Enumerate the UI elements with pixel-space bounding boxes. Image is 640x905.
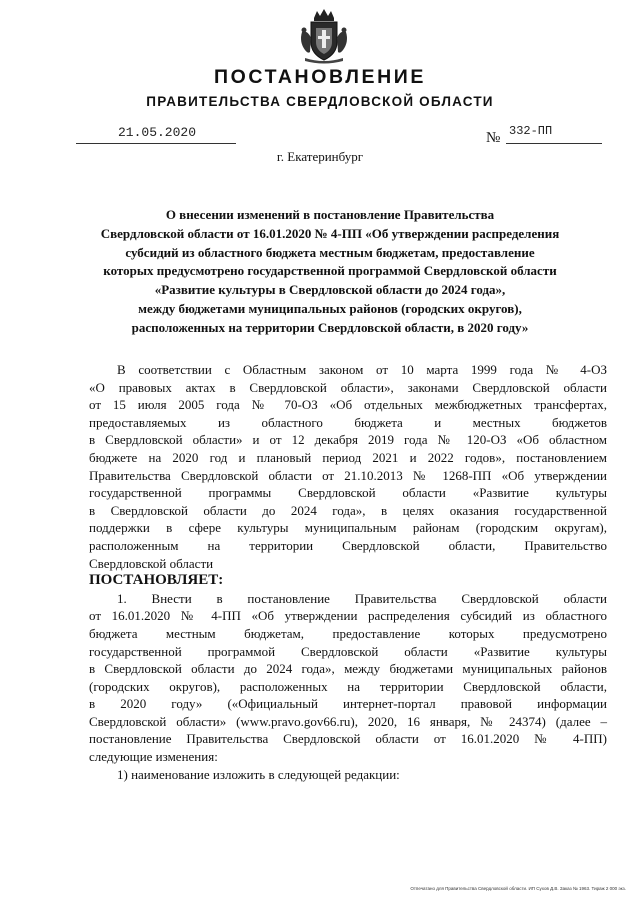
item-line: бюджета местным бюджетам, предоставление которых предусмотрено — [89, 625, 607, 641]
document-number: 332-ПП — [509, 124, 553, 138]
item-line: следующие изменения: — [89, 749, 218, 765]
preamble-line: предоставляемых из областного бюджета и местных бюджетов — [89, 414, 607, 430]
heading-line: О внесении изменений в постановление Правительства — [165, 207, 495, 222]
preamble-line: Правительства Свердловской области от 21.10.2013 № 1268-ПП «Об утверждении — [89, 467, 607, 483]
number-underline — [506, 143, 602, 144]
item-line: государственной программой Свердловской области «Развитие культуры — [89, 643, 607, 659]
preamble-line: Свердловской области — [89, 555, 214, 571]
document-date: 21.05.2020 — [118, 125, 197, 140]
number-sign: № — [486, 130, 501, 146]
document-body — [89, 361, 607, 783]
item-line: от 16.01.2020 № 4-ПП «Об утверждении распределения субсидий из областного — [89, 608, 607, 624]
preamble-line: бюджете на 2020 год и плановый период 2021 и 2022 годов», постановлением — [89, 449, 607, 465]
item-line: Свердловской области» (www.pravo.gov66.ru), 2020, 16 января, № 24374) (далее – — [89, 713, 607, 729]
date-underline — [76, 143, 236, 144]
heading-line: Свердловской области от 16.01.2020 № 4-ПП «Об утверждении распределения — [100, 225, 560, 241]
issuer-title: ПРАВИТЕЛЬСТВА СВЕРДЛОВСКОЙ ОБЛАСТИ — [146, 94, 494, 109]
heading-line: субсидий из областного бюджета местным бюджетам, предоставление — [125, 244, 535, 260]
preamble-line: поддержки в сфере культуры муниципальным районам (городским округам), — [89, 520, 607, 536]
document-type-title: ПОСТАНОВЛЕНИЕ — [214, 66, 426, 88]
city-label: г. Екатеринбург — [276, 149, 364, 164]
coat-of-arms-icon — [299, 8, 349, 64]
item-line: 1. Внести в постановление Правительства Свердловской области — [117, 590, 607, 606]
heading-line: расположенных на территории Свердловской области, в 2020 году» — [131, 319, 529, 335]
preamble-line: в Свердловской области» и от 12 декабря 2019 года № 120-ОЗ «Об областном — [89, 432, 607, 448]
preamble-line: расположенным на территории Свердловской области, Правительство — [89, 537, 607, 553]
subitem-line: 1) наименование изложить в следующей редакции: — [117, 766, 400, 782]
preamble-line: В соответствии с Областным законом от 10 марта 1999 года № 4-ОЗ — [117, 362, 607, 377]
preamble-line: в Свердловской области до 2024 года», в целях оказания государственной — [89, 502, 607, 518]
heading-line: «Развитие культуры в Свердловской области до 2024 года», — [154, 282, 506, 298]
heading-line: между бюджетами муниципальных районов (городских округов), — [138, 300, 522, 316]
document-heading — [70, 206, 590, 338]
preamble-line: «О правовых актах в Свердловской области», законами Свердловской области — [89, 379, 607, 395]
heading-line: которых предусмотрено государственной программой Свердловской области — [103, 263, 557, 279]
item-line: постановление Правительства Свердловской области от 16.01.2020 № 4-ПП) — [89, 731, 607, 747]
preamble-line: от 15 июля 2005 года № 70-ОЗ «Об отдельных межбюджетных трансфертах, — [89, 397, 607, 413]
item-line: в 2020 году» («Официальный интернет-портал правовой информации — [89, 696, 607, 712]
item-line: в Свердловской области до 2024 года», между бюджетами муниципальных районов — [89, 661, 607, 677]
item-line: (городских округов), расположенных на территории Свердловской области, — [89, 678, 607, 694]
resolve-heading: ПОСТАНОВЛЯЕТ: — [89, 572, 224, 589]
preamble-line: государственной программы Свердловской области «Развитие культуры — [89, 485, 607, 501]
print-footer: Отпечатано для Правительства Свердловской области. ИП Сухов Д.В. Заказ № 1963. Тираж 2 000 экз. — [410, 886, 626, 891]
